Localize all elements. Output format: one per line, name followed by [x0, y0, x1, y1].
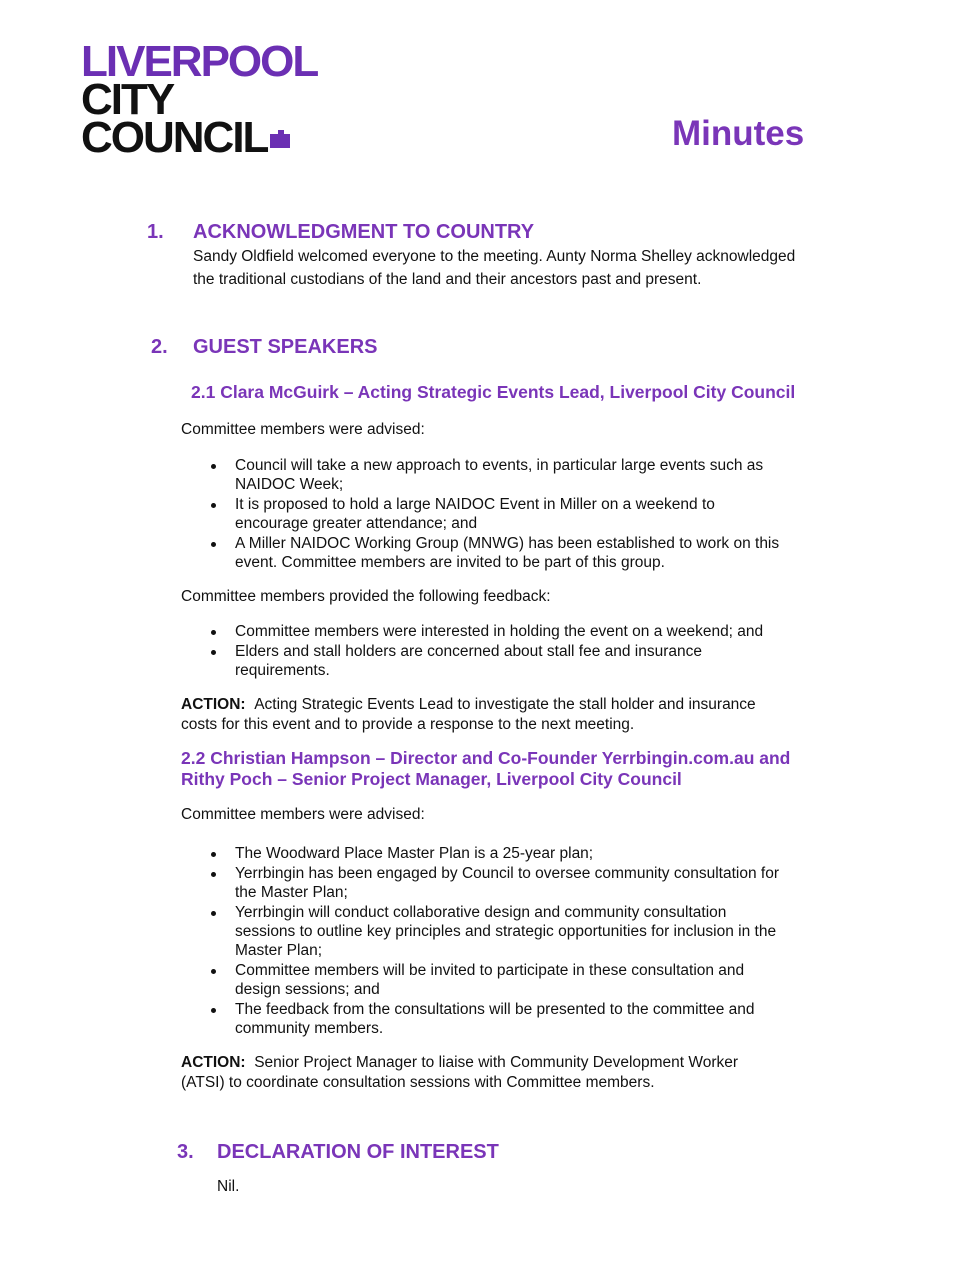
advised-intro: Committee members were advised: — [181, 806, 425, 823]
section-title: ACKNOWLEDGMENT TO COUNTRY — [193, 221, 535, 243]
subsection-2-2-heading — [181, 748, 790, 790]
logo-mark-icon — [270, 130, 290, 148]
action-label: ACTION: — [181, 1054, 246, 1071]
paragraph-line: Sandy Oldfield welcomed everyone to the meeting. Aunty Norma Shelley acknowledged — [193, 248, 796, 265]
list-item: Council will take a new approach to events, in particular large events such as NAIDOC Week; — [181, 456, 779, 494]
logo-line-liverpool: LIVERPOOL — [81, 37, 318, 86]
list-item: Committee members were interested in holding the event on a weekend; and — [181, 622, 763, 641]
feedback-list — [181, 622, 763, 681]
action-text: Acting Strategic Events Lead to investigate the stall holder and insurance — [254, 696, 756, 713]
list-item: The Woodward Place Master Plan is a 25-year plan; — [181, 844, 779, 863]
heading-line: 2.2 Christian Hampson – Director and Co-Founder Yerrbingin.com.au and — [181, 748, 791, 768]
advised-list — [181, 456, 779, 573]
action-item-2-2 — [181, 1053, 738, 1092]
list-item: Elders and stall holders are concerned about stall fee and insurance requirements. — [181, 642, 763, 680]
list-item: Yerrbingin has been engaged by Council to oversee community consultation for the Master Plan; — [181, 864, 779, 902]
section-title: DECLARATION OF INTEREST — [217, 1141, 499, 1163]
section-3-heading — [177, 1141, 577, 1165]
section-title: GUEST SPEAKERS — [193, 336, 378, 358]
heading-line: Rithy Poch – Senior Project Manager, Liverpool City Council — [181, 769, 682, 789]
list-item: It is proposed to hold a large NAIDOC Event in Miller on a weekend to encourage greater attendance; and — [181, 495, 779, 533]
action-text: Senior Project Manager to liaise with Community Development Worker — [254, 1054, 739, 1071]
action-label: ACTION: — [181, 696, 246, 713]
document-title: Minutes — [672, 114, 805, 153]
section-3-body: Nil. — [217, 1178, 240, 1195]
advised-intro: Committee members were advised: — [181, 421, 425, 438]
logo-line-city: CITY — [81, 75, 174, 124]
section-2-heading — [151, 336, 551, 360]
action-item-2-1 — [181, 695, 756, 734]
subsection-2-1-heading: 2.1 Clara McGuirk – Acting Strategic Events Lead, Liverpool City Council — [191, 382, 796, 402]
list-item: A Miller NAIDOC Working Group (MNWG) has been established to work on this event. Committee members are invited to be part of this group. — [181, 534, 779, 572]
list-item: Yerrbingin will conduct collaborative design and community consultation sessions to outline key principles and strategic opportunities for inclusion in the Master Plan; — [181, 903, 779, 960]
section-number: 3. — [177, 1141, 194, 1163]
section-1-heading — [147, 221, 647, 245]
action-text: costs for this event and to provide a response to the next meeting. — [181, 715, 635, 733]
action-text: (ATSI) to coordinate consultation sessions with Committee members. — [181, 1073, 655, 1091]
paragraph-line: the traditional custodians of the land and their ancestors past and present. — [193, 270, 702, 288]
section-number: 1. — [147, 221, 164, 243]
list-item: Committee members will be invited to participate in these consultation and design sessions; and — [181, 961, 779, 999]
feedback-intro: Committee members provided the following feedback: — [181, 588, 551, 605]
section-1-body — [193, 247, 795, 289]
section-number: 2. — [151, 336, 168, 358]
logo-line-council: COUNCIL — [81, 113, 268, 162]
advised-list — [181, 844, 779, 1039]
list-item: The feedback from the consultations will be presented to the committee and community members. — [181, 1000, 779, 1038]
